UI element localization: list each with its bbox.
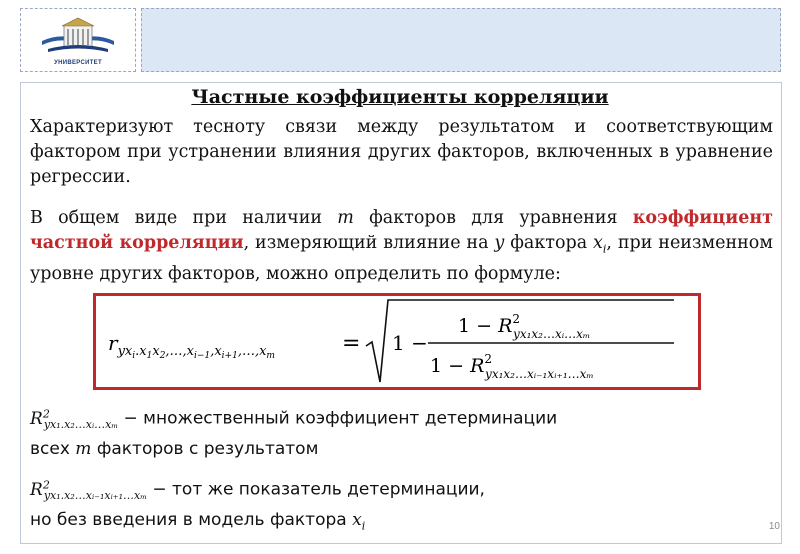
- para2-text-a: В общем виде при наличии: [30, 208, 323, 228]
- formula-lhs: $r_{yx}i.x1x2,\dots,xi-1,xi+1,\dots,xm$: [108, 331, 275, 361]
- para2-text-c: , измеряющий влияние на: [243, 233, 489, 253]
- para2-text-d: фактора: [510, 233, 588, 253]
- def1-line2-a: всех: [30, 439, 70, 460]
- formula-one-minus: 1 −: [392, 331, 428, 355]
- formula-equals: =: [342, 331, 361, 356]
- paragraph-definition: Характеризуют тесноту связи между результатом и соответствующим фактором при устранении влияния других факторов, включенных в уравнение регрессии.: [30, 117, 773, 187]
- var-y: y: [494, 233, 505, 253]
- para2-text-e: , при неизменном уровне других факторов, можно определить по формуле:: [30, 233, 773, 284]
- page-number: 10: [768, 521, 780, 532]
- university-building-icon: [40, 15, 116, 59]
- def2-var-xi: $x_i$: [352, 510, 366, 533]
- definition-reduced-determination: [30, 472, 485, 538]
- formula-numerator: $1 - R^2$ yx₁x₂…xᵢ…xₘ: [458, 312, 591, 341]
- slide-title: Частные коэффициенты корреляции: [191, 86, 609, 108]
- header-banner: [141, 8, 781, 72]
- def2-symbol: $R^2_{yx_1.x_2\dots xᵢ_{-1}xᵢ_{+1}\dots x_m}$: [30, 478, 147, 503]
- formula-box: [93, 293, 701, 390]
- def1-text: − множественный коэффициент детерминации: [123, 408, 558, 429]
- paragraph-general: [30, 206, 773, 287]
- def1-var-m: m: [75, 439, 92, 460]
- formula-denominator: $1 - R^2$ yx₁x₂…xᵢ₋₁xᵢ₊₁…xₘ: [430, 352, 594, 381]
- highlight-term: коэффициент частной корреляции: [30, 208, 773, 253]
- def1-line2-b: факторов с результатом: [96, 439, 319, 460]
- def1-symbol: $R^2_{yx_1.x_2\dots xᵢ\dots x_m}$: [30, 407, 119, 432]
- para2-text-b: факторов для уравнения: [369, 208, 618, 228]
- logo-caption: УНИВЕРСИТЕТ: [54, 60, 102, 66]
- university-logo: [20, 8, 136, 72]
- def2-text: − тот же показатель детерминации,: [152, 479, 485, 500]
- var-m: m: [337, 208, 354, 228]
- def2-line2: но без введения в модель фактора: [30, 510, 347, 531]
- var-xi: $x_i$: [593, 233, 607, 256]
- partial-correlation-formula: [96, 296, 698, 387]
- definition-multiple-determination: [30, 401, 557, 462]
